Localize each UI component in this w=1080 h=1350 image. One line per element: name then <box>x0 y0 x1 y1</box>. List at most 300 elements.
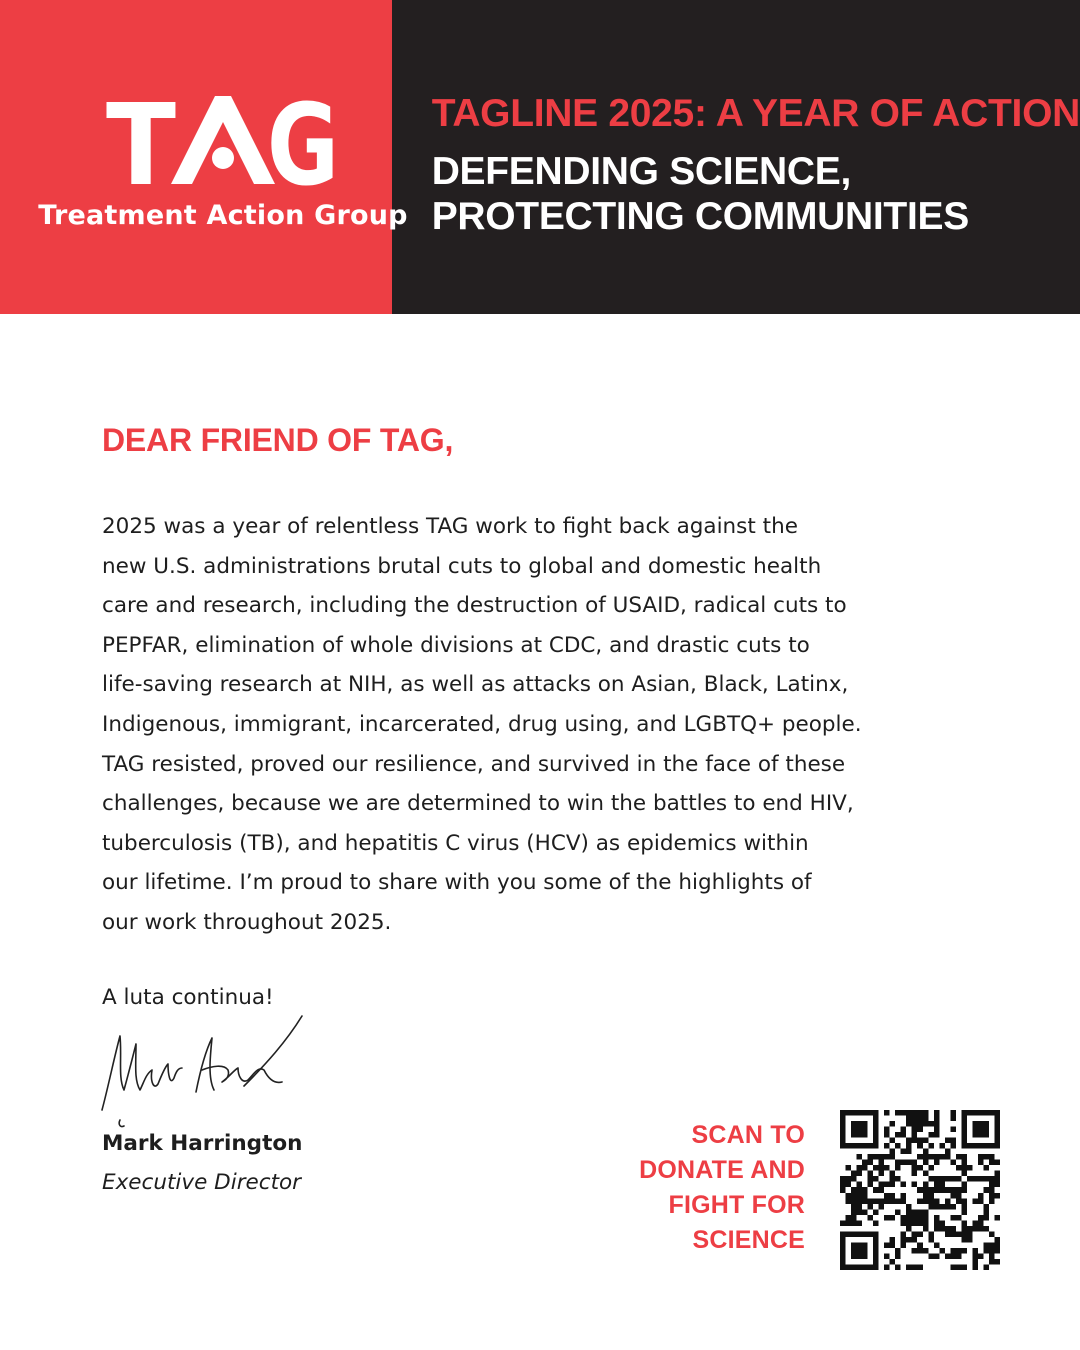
qr-module <box>934 1226 940 1232</box>
qr-module <box>840 1132 846 1138</box>
qr-module <box>950 1187 956 1193</box>
qr-module <box>978 1160 984 1166</box>
qr-module <box>989 1259 995 1265</box>
qr-module <box>851 1143 857 1149</box>
qr-module <box>895 1110 901 1116</box>
qr-module <box>890 1242 896 1248</box>
qr-module <box>857 1110 863 1116</box>
qr-module <box>884 1110 890 1116</box>
qr-module <box>934 1187 940 1193</box>
qr-module <box>884 1198 890 1204</box>
qr-module <box>917 1121 923 1127</box>
qr-module <box>934 1182 940 1188</box>
qr-module <box>895 1176 901 1182</box>
qr-module <box>917 1264 923 1270</box>
qr-module <box>873 1198 879 1204</box>
qr-module <box>895 1264 901 1270</box>
body-line: care and research, including the destruction of USAID, radical cuts to <box>102 593 847 619</box>
banner <box>392 0 1080 314</box>
qr-module <box>895 1248 901 1254</box>
qr-module <box>912 1132 918 1138</box>
qr-module <box>967 1176 973 1182</box>
qr-module <box>840 1248 846 1254</box>
qr-module <box>906 1215 912 1221</box>
qr-module <box>912 1121 918 1127</box>
qr-module <box>901 1198 907 1204</box>
qr-module <box>950 1253 956 1259</box>
qr-module <box>950 1215 956 1221</box>
qr-module <box>873 1253 879 1259</box>
qr-module <box>989 1231 995 1237</box>
banner-title-line: DEFENDING SCIENCE, <box>431 150 852 193</box>
qr-module <box>961 1143 967 1149</box>
qr-module <box>934 1242 940 1248</box>
qr-module <box>945 1198 951 1204</box>
qr-module <box>901 1160 907 1166</box>
salutation: DEAR FRIEND OF TAG, <box>102 422 454 458</box>
qr-module <box>945 1138 951 1144</box>
qr-module <box>989 1253 995 1259</box>
qr-module <box>934 1127 940 1133</box>
qr-module <box>840 1231 846 1237</box>
qr-module <box>840 1182 846 1188</box>
qr-module <box>978 1215 984 1221</box>
qr-module <box>901 1149 907 1155</box>
qr-module <box>994 1116 1000 1122</box>
qr-module <box>961 1220 967 1226</box>
qr-module <box>906 1143 912 1149</box>
qr-module <box>950 1176 956 1182</box>
qr-module <box>994 1138 1000 1144</box>
qr-module <box>939 1154 945 1160</box>
qr-module <box>840 1259 846 1265</box>
qr-module <box>983 1209 989 1215</box>
qr-module <box>945 1149 951 1155</box>
qr-module <box>901 1242 907 1248</box>
qr-module <box>879 1160 885 1166</box>
qr-module <box>912 1127 918 1133</box>
qr-module <box>934 1116 940 1122</box>
qr-module <box>934 1110 940 1116</box>
qr-module <box>983 1264 989 1270</box>
body-line: tuberculosis (TB), and hepatitis C virus (HCV) as epidemics within <box>102 830 809 856</box>
qr-module <box>879 1204 885 1210</box>
qr-module <box>983 1204 989 1210</box>
qr-module <box>972 1264 978 1270</box>
qr-module <box>901 1231 907 1237</box>
qr-module <box>840 1138 846 1144</box>
qr-module <box>917 1248 923 1254</box>
qr-module <box>857 1198 863 1204</box>
qr-module <box>912 1237 918 1243</box>
qr-module <box>961 1187 967 1193</box>
qr-module <box>873 1110 879 1116</box>
qr-module <box>879 1171 885 1177</box>
qr-module <box>862 1121 868 1127</box>
qr-module <box>994 1182 1000 1188</box>
qr-module <box>923 1182 929 1188</box>
qr-module <box>906 1204 912 1210</box>
qr-module <box>950 1143 956 1149</box>
qr-module <box>851 1215 857 1221</box>
qr-module <box>901 1110 907 1116</box>
qr-module <box>901 1215 907 1221</box>
qr-module <box>917 1220 923 1226</box>
qr-module <box>961 1226 967 1232</box>
qr-module <box>917 1138 923 1144</box>
qr-module <box>983 1248 989 1254</box>
qr-module <box>851 1132 857 1138</box>
qr-module <box>972 1132 978 1138</box>
qr-module <box>983 1132 989 1138</box>
qr-module <box>928 1143 934 1149</box>
qr-module <box>862 1264 868 1270</box>
qr-module <box>873 1220 879 1226</box>
qr-module <box>906 1209 912 1215</box>
qr-module <box>917 1154 923 1160</box>
qr-module <box>917 1209 923 1215</box>
qr-module <box>873 1143 879 1149</box>
signer-title: Executive Director <box>102 1170 302 1195</box>
qr-module <box>895 1165 901 1171</box>
logo-letter-t: T <box>106 92 176 192</box>
qr-module <box>923 1149 929 1155</box>
qr-module <box>862 1253 868 1259</box>
qr-module <box>928 1154 934 1160</box>
qr-module <box>934 1132 940 1138</box>
qr-module <box>912 1209 918 1215</box>
qr-module <box>868 1110 874 1116</box>
qr-module <box>939 1248 945 1254</box>
qr-module <box>857 1132 863 1138</box>
qr-module <box>989 1198 995 1204</box>
qr-module <box>879 1182 885 1188</box>
qr-module <box>978 1121 984 1127</box>
qr-module <box>851 1231 857 1237</box>
qr-module <box>873 1121 879 1127</box>
qr-module <box>917 1143 923 1149</box>
qr-module <box>868 1231 874 1237</box>
qr-module <box>956 1176 962 1182</box>
qr-module <box>890 1171 896 1177</box>
qr-module <box>857 1204 863 1210</box>
qr-module <box>961 1231 967 1237</box>
qr-module <box>967 1237 973 1243</box>
qr-module <box>950 1264 956 1270</box>
qr-module <box>950 1127 956 1133</box>
qr-module <box>890 1259 896 1265</box>
qr-module <box>945 1226 951 1232</box>
qr-module <box>901 1182 907 1188</box>
qr-module <box>989 1242 995 1248</box>
qr-module <box>923 1160 929 1166</box>
qr-module <box>857 1154 863 1160</box>
qr-module <box>961 1121 967 1127</box>
qr-module <box>950 1110 956 1116</box>
qr-module <box>967 1110 973 1116</box>
qr-module <box>972 1253 978 1259</box>
qr-module <box>972 1127 978 1133</box>
qr-module <box>978 1176 984 1182</box>
qr-module <box>912 1264 918 1270</box>
qr-module <box>906 1160 912 1166</box>
qr-module <box>873 1237 879 1243</box>
qr-module <box>928 1204 934 1210</box>
qr-module <box>978 1132 984 1138</box>
qr-module <box>873 1248 879 1254</box>
qr-module <box>912 1116 918 1122</box>
qr-module <box>890 1193 896 1199</box>
qr-module <box>895 1160 901 1166</box>
qr-module <box>983 1110 989 1116</box>
qr-module <box>983 1226 989 1232</box>
qr-module <box>978 1253 984 1259</box>
qr-module <box>912 1215 918 1221</box>
qr-module <box>862 1110 868 1116</box>
qr-module <box>956 1231 962 1237</box>
qr-module <box>890 1215 896 1221</box>
qr-module <box>851 1242 857 1248</box>
qr-module <box>923 1116 929 1122</box>
qr-module <box>956 1253 962 1259</box>
signature-image <box>96 1008 316 1132</box>
qr-module <box>879 1165 885 1171</box>
qr-module <box>840 1143 846 1149</box>
qr-module <box>989 1160 995 1166</box>
qr-module <box>846 1165 852 1171</box>
qr-module <box>961 1198 967 1204</box>
qr-module <box>895 1253 901 1259</box>
qr-module <box>857 1193 863 1199</box>
qr-module <box>961 1127 967 1133</box>
qr-module <box>857 1171 863 1177</box>
qr-module <box>934 1154 940 1160</box>
qr-module <box>961 1171 967 1177</box>
qr-module <box>912 1220 918 1226</box>
qr-module <box>846 1110 852 1116</box>
qr-module <box>862 1165 868 1171</box>
logo-subtitle: Treatment Action Group <box>38 200 408 231</box>
qr-module <box>923 1171 929 1177</box>
qr-module <box>945 1154 951 1160</box>
qr-module <box>906 1264 912 1270</box>
qr-module <box>967 1231 973 1237</box>
qr-module <box>934 1176 940 1182</box>
header <box>0 0 1080 314</box>
letter <box>102 420 992 943</box>
qr-module <box>994 1176 1000 1182</box>
qr-module <box>906 1121 912 1127</box>
qr-module <box>873 1127 879 1133</box>
qr-module <box>917 1242 923 1248</box>
qr-module <box>868 1143 874 1149</box>
qr-module <box>923 1248 929 1254</box>
qr-module <box>989 1248 995 1254</box>
qr-module <box>846 1264 852 1270</box>
qr-code-icon[interactable] <box>840 1110 1000 1270</box>
qr-module <box>868 1204 874 1210</box>
qr-module <box>851 1110 857 1116</box>
qr-module <box>994 1242 1000 1248</box>
qr-module <box>994 1121 1000 1127</box>
qr-module <box>917 1110 923 1116</box>
qr-module <box>840 1242 846 1248</box>
qr-module <box>972 1143 978 1149</box>
qr-module <box>923 1110 929 1116</box>
qr-module <box>956 1154 962 1160</box>
qr-module <box>901 1220 907 1226</box>
qr-module <box>846 1231 852 1237</box>
qr-module <box>983 1154 989 1160</box>
qr-module <box>890 1154 896 1160</box>
qr-module <box>851 1171 857 1177</box>
qr-module <box>840 1253 846 1259</box>
qr-module <box>961 1154 967 1160</box>
banner-title-line: PROTECTING COMMUNITIES <box>431 195 969 238</box>
qr-module <box>884 1143 890 1149</box>
qr-module <box>912 1165 918 1171</box>
qr-module <box>917 1127 923 1133</box>
qr-module <box>901 1132 907 1138</box>
body-line: life-saving research at NIH, as well as attacks on Asian, Black, Latinx, <box>102 672 849 698</box>
qr-module <box>857 1248 863 1254</box>
qr-module <box>994 1132 1000 1138</box>
qr-module <box>873 1187 879 1193</box>
qr-module <box>906 1138 912 1144</box>
qr-module <box>994 1215 1000 1221</box>
qr-module <box>890 1138 896 1144</box>
qr-module <box>994 1127 1000 1133</box>
qr-module <box>961 1110 967 1116</box>
qr-module <box>901 1193 907 1199</box>
qr-module <box>873 1154 879 1160</box>
qr-module <box>846 1215 852 1221</box>
qr-module <box>923 1215 929 1221</box>
qr-module <box>890 1198 896 1204</box>
qr-module <box>939 1226 945 1232</box>
qr-module <box>956 1165 962 1171</box>
qr-module <box>978 1226 984 1232</box>
qr-module <box>994 1259 1000 1265</box>
qr-module <box>978 1193 984 1199</box>
logo-letter-a <box>171 96 275 184</box>
qr-module <box>868 1176 874 1182</box>
qr-module <box>862 1209 868 1215</box>
qr-module <box>884 1132 890 1138</box>
qr-module <box>983 1121 989 1127</box>
qr-module <box>857 1253 863 1259</box>
qr-module <box>895 1209 901 1215</box>
brand-panel <box>0 0 408 314</box>
qr-module <box>873 1231 879 1237</box>
qr-module <box>906 1237 912 1243</box>
qr-module <box>994 1237 1000 1243</box>
qr-module <box>906 1220 912 1226</box>
qr-module <box>972 1220 978 1226</box>
qr-module <box>846 1193 852 1199</box>
qr-module <box>994 1193 1000 1199</box>
banner-eyebrow: TAGLINE 2025: A YEAR OF ACTION <box>431 92 1080 135</box>
qr-module <box>961 1209 967 1215</box>
qr-module <box>846 1198 852 1204</box>
qr-module <box>923 1193 929 1199</box>
qr-module <box>890 1149 896 1155</box>
qr-module <box>912 1160 918 1166</box>
qr-module <box>961 1182 967 1188</box>
qr-module <box>939 1176 945 1182</box>
qr-module <box>972 1176 978 1182</box>
qr-module <box>983 1165 989 1171</box>
qr-module <box>972 1121 978 1127</box>
body-line: 2025 was a year of relentless TAG work to fight back against the <box>102 514 798 539</box>
qr-module <box>934 1198 940 1204</box>
qr-module <box>972 1198 978 1204</box>
qr-module <box>884 1182 890 1188</box>
qr-module <box>956 1193 962 1199</box>
qr-module <box>840 1187 846 1193</box>
qr-module <box>851 1204 857 1210</box>
qr-module <box>972 1110 978 1116</box>
qr-module <box>884 1154 890 1160</box>
qr-module <box>890 1176 896 1182</box>
scan-cta <box>639 1118 805 1258</box>
qr-module <box>868 1171 874 1177</box>
qr-module <box>961 1160 967 1166</box>
qr-module <box>956 1215 962 1221</box>
qr-module <box>923 1198 929 1204</box>
qr-module <box>840 1121 846 1127</box>
tag-logo <box>0 92 446 192</box>
qr-module <box>857 1220 863 1226</box>
scan-cta-line: SCIENCE <box>692 1226 805 1254</box>
qr-module <box>934 1121 940 1127</box>
qr-module <box>983 1215 989 1221</box>
qr-module <box>928 1132 934 1138</box>
qr-module <box>989 1182 995 1188</box>
qr-module <box>840 1237 846 1243</box>
qr-module <box>884 1127 890 1133</box>
qr-module <box>934 1215 940 1221</box>
qr-module <box>917 1116 923 1122</box>
qr-module <box>862 1231 868 1237</box>
qr-module <box>851 1187 857 1193</box>
logo-letter-g: G <box>267 92 339 192</box>
qr-module <box>983 1242 989 1248</box>
qr-module <box>972 1248 978 1254</box>
qr-module <box>840 1127 846 1133</box>
qr-module <box>851 1176 857 1182</box>
qr-module <box>950 1248 956 1254</box>
qr-module <box>928 1198 934 1204</box>
qr-module <box>939 1182 945 1188</box>
qr-module <box>917 1187 923 1193</box>
qr-module <box>873 1138 879 1144</box>
qr-module <box>912 1182 918 1188</box>
qr-module <box>912 1248 918 1254</box>
qr-module <box>873 1165 879 1171</box>
qr-module <box>939 1220 945 1226</box>
qr-module <box>895 1143 901 1149</box>
body-line: Indigenous, immigrant, incarcerated, drug using, and LGBTQ+ people. <box>102 711 862 737</box>
qr-module <box>923 1187 929 1193</box>
qr-module <box>857 1182 863 1188</box>
qr-module <box>873 1242 879 1248</box>
qr-module <box>928 1121 934 1127</box>
qr-module <box>917 1215 923 1221</box>
qr-module <box>939 1187 945 1193</box>
banner-title <box>432 149 1080 239</box>
qr-module <box>961 1116 967 1122</box>
